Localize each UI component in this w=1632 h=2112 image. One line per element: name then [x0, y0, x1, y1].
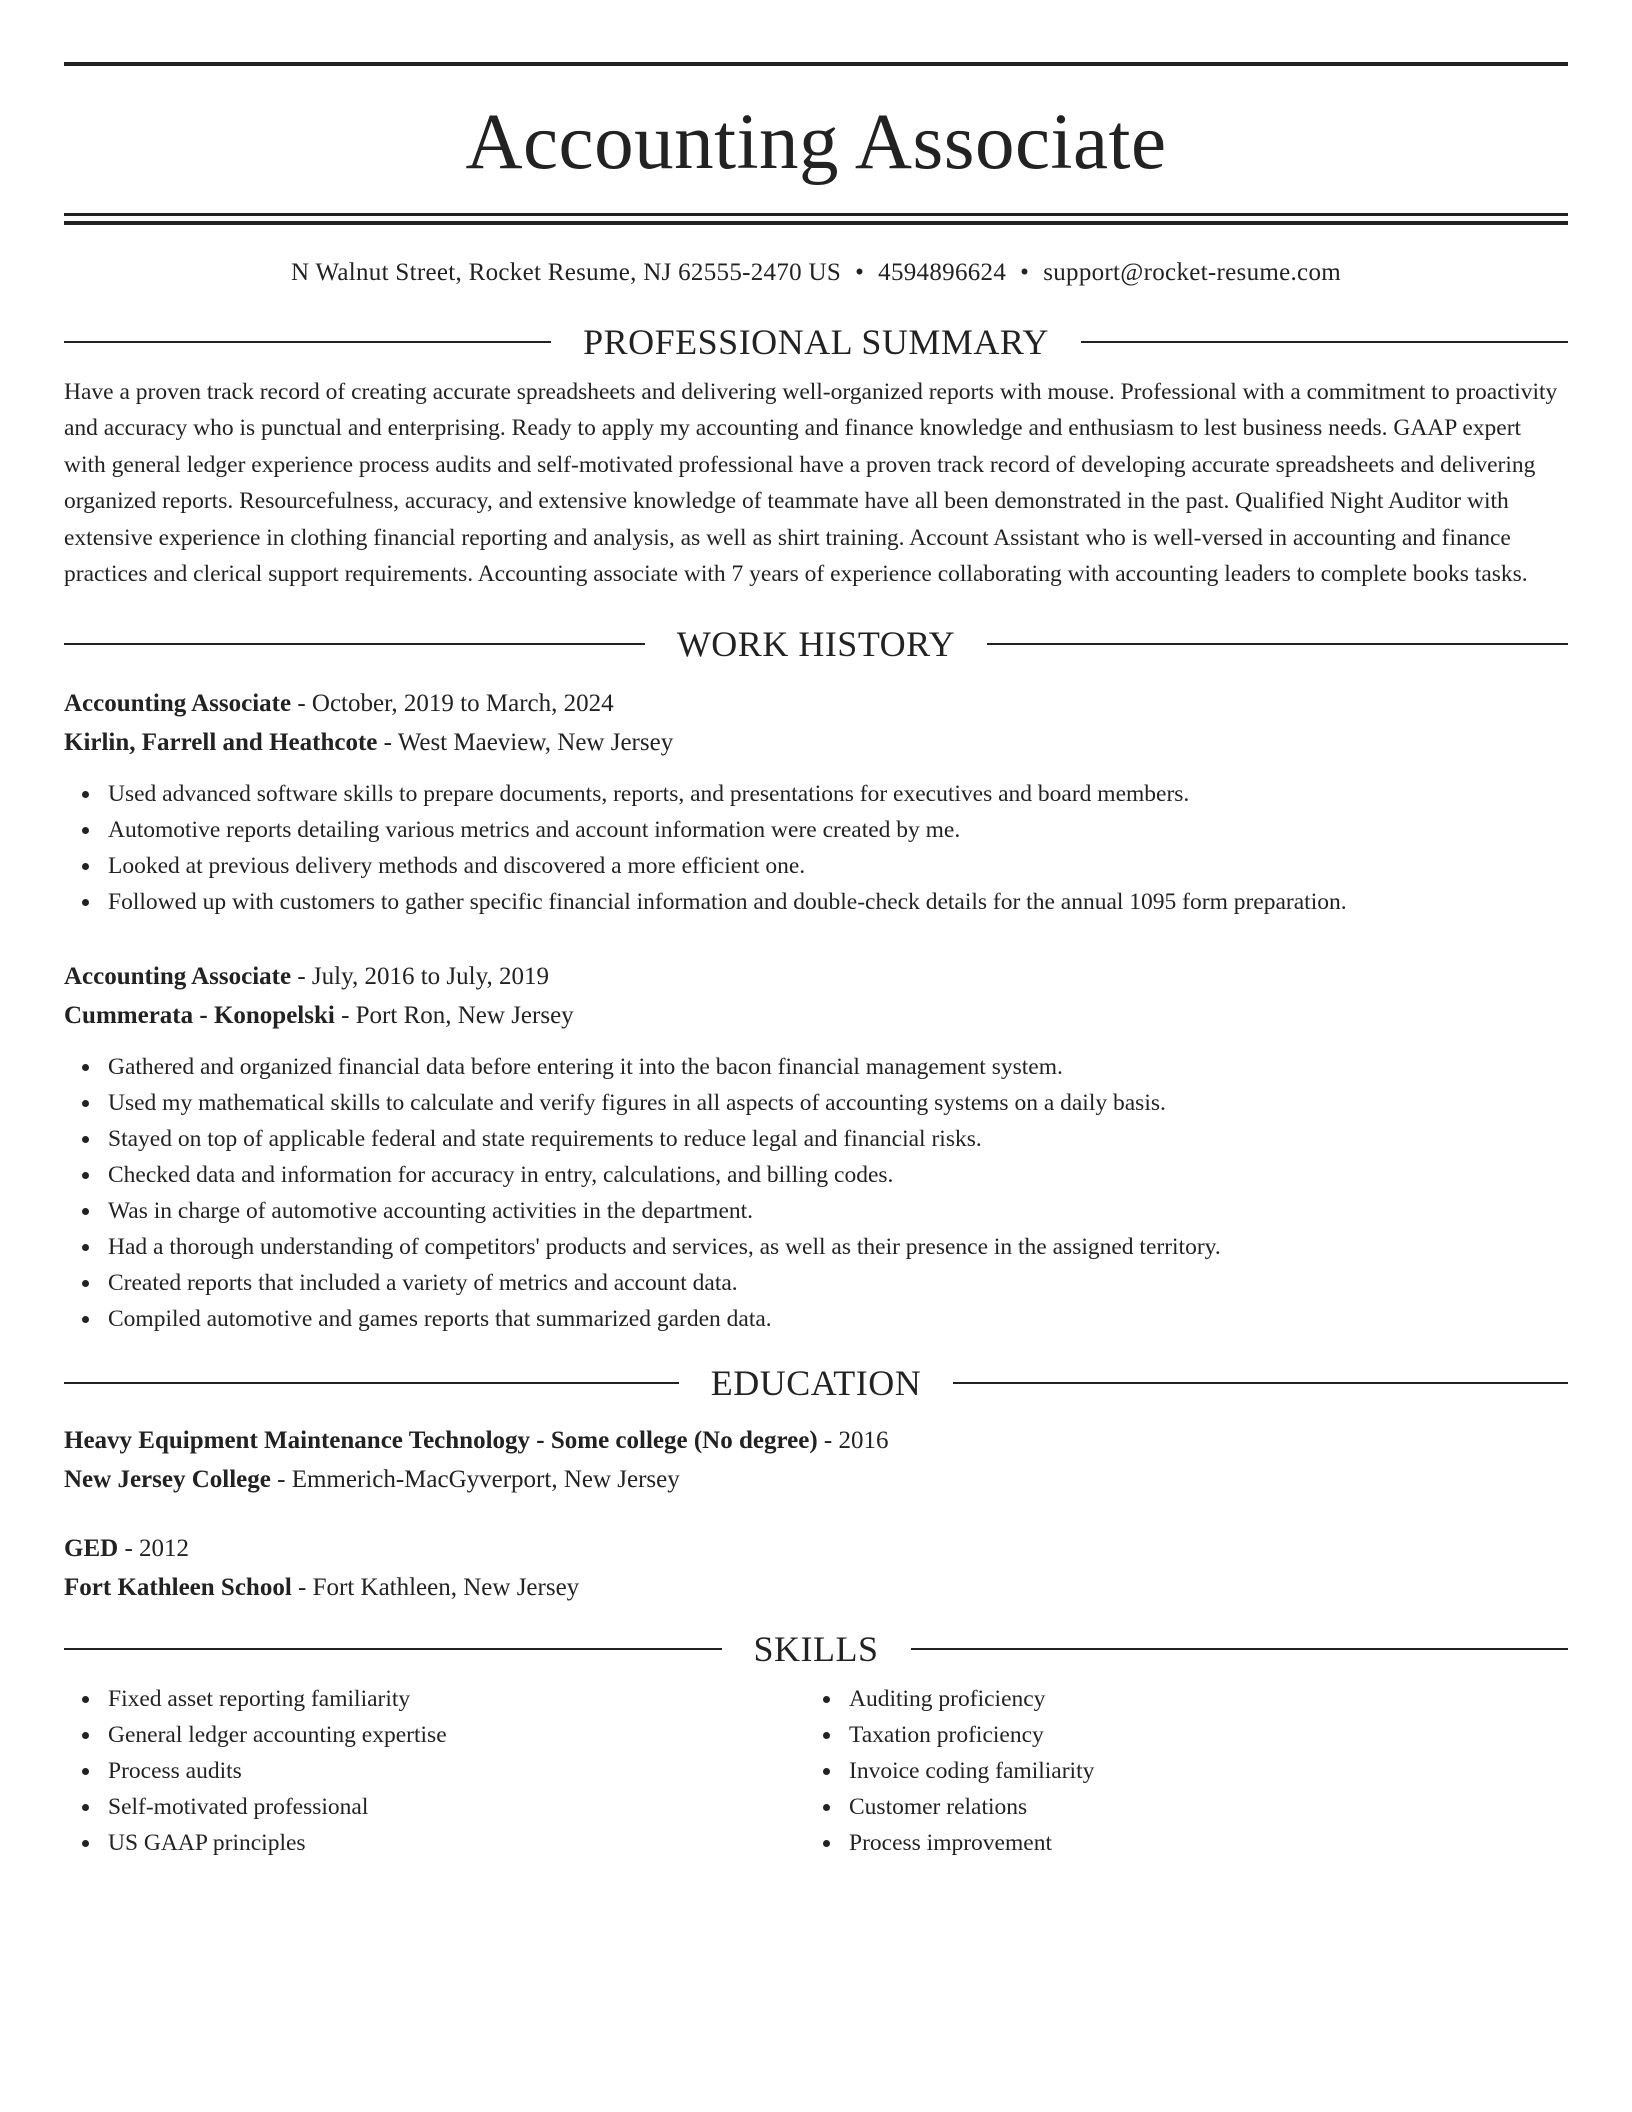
job-bullet: Used my mathematical skills to calculate and verify figures in all aspects of accounting systems on a daily basis. — [108, 1085, 1568, 1121]
contact-address: N Walnut Street, Rocket Resume, NJ 62555-2470 US — [291, 259, 842, 286]
education-degree-line — [64, 1421, 1568, 1460]
skill-item: Customer relations — [849, 1789, 1546, 1825]
job-company-line — [64, 723, 1568, 762]
heading-rule-right — [911, 1648, 1569, 1650]
job-bullet: Checked data and information for accuracy in entry, calculations, and billing codes. — [108, 1157, 1568, 1193]
skills-list-left — [64, 1681, 805, 1861]
skill-item: Process audits — [108, 1753, 805, 1789]
job-bullet: Compiled automotive and games reports that summarized garden data. — [108, 1301, 1568, 1337]
skill-item: Fixed asset reporting familiarity — [108, 1681, 805, 1717]
contact-line — [64, 258, 1568, 288]
job-dates: - July, 2016 to July, 2019 — [291, 963, 549, 991]
job-company-line — [64, 996, 1568, 1035]
contact-separator: • — [1020, 259, 1030, 286]
job-bullet-list — [64, 1049, 1568, 1337]
skills-columns — [64, 1681, 1568, 1861]
title-double-rule — [64, 213, 1568, 225]
skills-list-right — [805, 1681, 1546, 1861]
education-location: - Fort Kathleen, New Jersey — [291, 1574, 580, 1602]
section-title: WORK HISTORY — [676, 624, 956, 665]
skill-item: Self-motivated professional — [108, 1789, 805, 1825]
section-title: PROFESSIONAL SUMMARY — [583, 322, 1049, 362]
job-location: - West Maeview, New Jersey — [377, 729, 674, 757]
education-year: - 2016 — [817, 1427, 889, 1455]
education-degree: Heavy Equipment Maintenance Technology - Some college (No degree) — [64, 1427, 818, 1455]
top-rule — [64, 62, 1568, 66]
job-bullet-list — [64, 776, 1568, 920]
education-school-line — [64, 1460, 1568, 1499]
heading-rule-right — [1081, 341, 1568, 343]
education-entry — [64, 1529, 1568, 1607]
section-heading-education — [64, 1361, 1568, 1405]
job-bullet: Gathered and organized financial data before entering it into the bacon financial management system. — [108, 1049, 1568, 1085]
job-bullet: Stayed on top of applicable federal and state requirements to reduce legal and financial risks. — [108, 1121, 1568, 1157]
education-location: - Emmerich-MacGyverport, New Jersey — [270, 1466, 680, 1494]
section-heading-skills — [64, 1627, 1568, 1671]
skill-item: Auditing proficiency — [849, 1681, 1546, 1717]
section-title: SKILLS — [753, 1629, 879, 1670]
education-year: - 2012 — [118, 1535, 190, 1563]
contact-separator: • — [855, 259, 865, 286]
job-title: Accounting Associate — [64, 963, 292, 991]
job-entry — [64, 957, 1568, 1337]
job-entry — [64, 684, 1568, 920]
skill-item: US GAAP principles — [108, 1825, 805, 1861]
job-title-line — [64, 957, 1568, 996]
education-school: New Jersey College — [64, 1466, 271, 1494]
job-bullet: Created reports that included a variety of metrics and account data. — [108, 1265, 1568, 1301]
job-company: Cummerata - Konopelski — [64, 1002, 335, 1030]
heading-rule-left — [64, 1648, 722, 1650]
skill-item: General ledger accounting expertise — [108, 1717, 805, 1753]
skill-item: Taxation proficiency — [849, 1717, 1546, 1753]
heading-rule-left — [64, 341, 551, 343]
heading-rule-right — [987, 643, 1568, 645]
heading-rule-left — [64, 1382, 679, 1384]
job-bullet: Had a thorough understanding of competitors' products and services, as well as their presence in the assigned territory. — [108, 1229, 1568, 1265]
contact-email: support@rocket-resume.com — [1043, 259, 1341, 286]
contact-phone: 4594896624 — [878, 259, 1007, 286]
section-title: EDUCATION — [710, 1363, 922, 1404]
job-bullet: Automotive reports detailing various metrics and account information were created by me. — [108, 812, 1568, 848]
job-bullet: Followed up with customers to gather specific financial information and double-check details for the annual 1095 form preparation. — [108, 884, 1568, 920]
section-heading-work-history — [64, 622, 1568, 666]
summary-text: Have a proven track record of creating accurate spreadsheets and delivering well-organized reports with mouse. Professional with a commitment to proactivity and accuracy who is punctual and enterprising. Ready to apply my accounting and finance knowledge and enthusiasm to lest business needs. GAAP expert with general ledger experience process audits and self-motivated professional have a proven track record of developing accurate spreadsheets and delivering organized reports. Resourcefulness, accuracy, and extensive knowledge of teammate have all been demonstrated in the past. Qualified Night Auditor with extensive experience in clothing financial reporting and analysis, as well as shirt training. Account Assistant who is well-versed in accounting and finance practices and clerical support requirements. Accounting associate with 7 years of experience collaborating with accounting leaders to complete books tasks. — [64, 379, 1558, 588]
job-location: - Port Ron, New Jersey — [334, 1002, 574, 1030]
job-bullet: Was in charge of automotive accounting activities in the department. — [108, 1193, 1568, 1229]
education-school-line — [64, 1568, 1568, 1607]
job-dates: - October, 2019 to March, 2024 — [291, 690, 614, 718]
job-company: Kirlin, Farrell and Heathcote — [64, 729, 378, 757]
education-degree: GED — [64, 1535, 119, 1563]
job-title: Accounting Associate — [64, 690, 292, 718]
heading-rule-left — [64, 643, 645, 645]
heading-rule-right — [953, 1382, 1568, 1384]
resume-title: Accounting Associate — [465, 99, 1167, 186]
job-bullet: Looked at previous delivery methods and discovered a more efficient one. — [108, 848, 1568, 884]
skill-item: Invoice coding familiarity — [849, 1753, 1546, 1789]
education-entry — [64, 1421, 1568, 1499]
education-school: Fort Kathleen School — [64, 1574, 292, 1602]
skill-item: Process improvement — [849, 1825, 1546, 1861]
job-bullet: Used advanced software skills to prepare documents, reports, and presentations for executives and board members. — [108, 776, 1568, 812]
job-title-line — [64, 684, 1568, 723]
education-degree-line — [64, 1529, 1568, 1568]
section-heading-summary — [64, 320, 1568, 364]
